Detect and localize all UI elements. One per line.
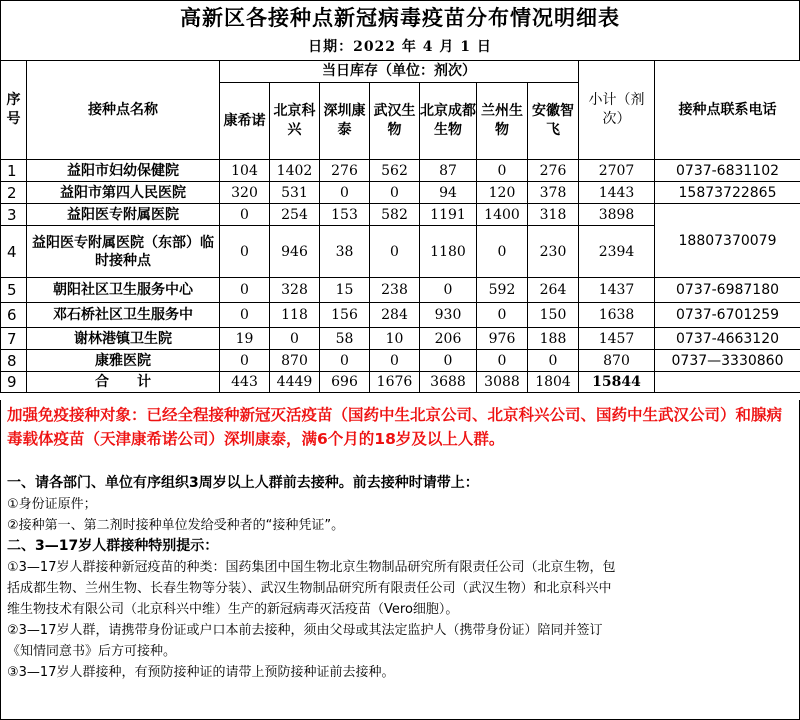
stock-value: 87 — [420, 160, 477, 182]
stock-value: 318 — [528, 204, 579, 226]
total-value: 443 — [220, 372, 270, 393]
header-vaccine: 康希诺 — [220, 83, 270, 160]
stock-value: 328 — [270, 278, 320, 303]
notice-section — [0, 400, 800, 720]
section-2-line: 括成都生物、兰州生物、长春生物等分装）、武汉生物制品研究所有限责任公司（武汉生物）和北京科兴中 — [7, 581, 612, 596]
site-name: 益阳医专附属医院 — [27, 204, 220, 226]
total-row — [1, 372, 800, 393]
stock-value: 19 — [220, 328, 270, 350]
stock-value: 930 — [420, 303, 477, 328]
stock-value: 1402 — [270, 160, 320, 182]
total-value: 3688 — [420, 372, 477, 393]
page-title: 高新区各接种点新冠病毒疫苗分布情况明细表 — [0, 0, 800, 34]
table-row — [1, 182, 800, 204]
section-2-line: ③3—17岁人群接种，有预防接种证的请带上预防接种证前去接种。 — [7, 665, 395, 680]
section-2-line: ①3—17岁人群接种新冠疫苗的种类：国药集团中国生物北京生物制品研究所有限责任公司（北京生物，包 — [7, 560, 616, 575]
table-row — [1, 204, 800, 226]
site-name: 益阳医专附属医院（东部）临时接种点 — [27, 226, 220, 278]
section-2-heading: 二、3—17岁人群接种特别提示： — [7, 538, 219, 554]
row-index: 7 — [1, 328, 27, 350]
stock-value: 230 — [528, 226, 579, 278]
stock-value: 0 — [320, 182, 370, 204]
stock-value: 104 — [220, 160, 270, 182]
stock-value: 276 — [320, 160, 370, 182]
site-name: 邓石桥社区卫生服务中 — [27, 303, 220, 328]
total-value: 4449 — [270, 372, 320, 393]
stock-value: 0 — [370, 350, 420, 372]
stock-value: 150 — [528, 303, 579, 328]
stock-value: 0 — [477, 350, 528, 372]
total-value: 1804 — [528, 372, 579, 393]
stock-value: 118 — [270, 303, 320, 328]
total-label: 合 计 — [27, 372, 220, 393]
stock-value: 10 — [370, 328, 420, 350]
table-row — [1, 160, 800, 182]
stock-value: 254 — [270, 204, 320, 226]
stock-value: 0 — [220, 350, 270, 372]
stock-value: 1400 — [477, 204, 528, 226]
phone-number: 0737—3330860 — [655, 350, 800, 372]
phone-number: 0737-4663120 — [655, 328, 800, 350]
stock-value: 0 — [477, 226, 528, 278]
stock-value: 0 — [220, 204, 270, 226]
stock-value: 0 — [420, 350, 477, 372]
stock-value: 264 — [528, 278, 579, 303]
header-index: 序号 — [1, 61, 27, 160]
site-name: 朝阳社区卫生服务中心 — [27, 278, 220, 303]
stock-value: 284 — [370, 303, 420, 328]
row-subtotal: 1437 — [579, 278, 655, 303]
stock-value: 870 — [270, 350, 320, 372]
header-vaccine: 兰州生物 — [477, 83, 528, 160]
section-2-line: 《知情同意书》后方可接种。 — [7, 644, 177, 659]
site-name: 益阳市妇幼保健院 — [27, 160, 220, 182]
header-vaccine: 安徽智飞 — [528, 83, 579, 160]
section-1-heading: 一、请各部门、单位有序组织3周岁以上人群前去接种。前去接种时请带上： — [7, 475, 479, 491]
stock-value: 188 — [528, 328, 579, 350]
stock-value: 206 — [420, 328, 477, 350]
row-subtotal: 2394 — [579, 226, 655, 278]
row-subtotal: 1443 — [579, 182, 655, 204]
section-1-item: ①身份证原件； — [7, 497, 97, 512]
row-subtotal: 3898 — [579, 204, 655, 226]
stock-value: 531 — [270, 182, 320, 204]
row-index: 8 — [1, 350, 27, 372]
stock-value: 0 — [370, 226, 420, 278]
phone-number: 0737-6987180 — [655, 278, 800, 303]
stock-value: 1191 — [420, 204, 477, 226]
stock-value: 0 — [528, 350, 579, 372]
section-2-line: ②3—17岁人群，请携带身份证或户口本前去接种，须由父母或其法定监护人（携带身份证）陪同并签订 — [7, 623, 603, 638]
stock-value: 378 — [528, 182, 579, 204]
stock-value: 0 — [320, 350, 370, 372]
report-date: 日期：2022 年 4 月 1 日 — [0, 34, 800, 60]
stock-value: 592 — [477, 278, 528, 303]
header-vaccine: 深圳康泰 — [320, 83, 370, 160]
vaccine-stock-table — [0, 60, 800, 393]
site-name: 康雅医院 — [27, 350, 220, 372]
header-subtotal: 小计（剂次） — [579, 61, 655, 160]
stock-value: 562 — [370, 160, 420, 182]
stock-value: 38 — [320, 226, 370, 278]
stock-value: 0 — [477, 303, 528, 328]
row-subtotal: 1638 — [579, 303, 655, 328]
stock-value: 15 — [320, 278, 370, 303]
row-index: 6 — [1, 303, 27, 328]
stock-value: 0 — [270, 328, 320, 350]
stock-value: 276 — [528, 160, 579, 182]
row-index: 1 — [1, 160, 27, 182]
header-phone: 接种点联系电话 — [655, 61, 800, 160]
table-row — [1, 278, 800, 303]
row-index: 4 — [1, 226, 27, 278]
table-row — [1, 303, 800, 328]
table-row — [1, 350, 800, 372]
stock-value: 0 — [477, 160, 528, 182]
stock-value: 946 — [270, 226, 320, 278]
row-subtotal: 1457 — [579, 328, 655, 350]
stock-value: 0 — [220, 278, 270, 303]
row-index: 2 — [1, 182, 27, 204]
stock-value: 94 — [420, 182, 477, 204]
stock-value: 0 — [370, 182, 420, 204]
phone-number: 18807370079 — [655, 204, 800, 278]
row-subtotal: 870 — [579, 350, 655, 372]
stock-value: 0 — [420, 278, 477, 303]
stock-value: 0 — [220, 303, 270, 328]
row-index: 3 — [1, 204, 27, 226]
empty-cell — [655, 372, 800, 393]
total-value: 1676 — [370, 372, 420, 393]
header-vaccine: 北京科兴 — [270, 83, 320, 160]
total-value: 696 — [320, 372, 370, 393]
stock-value: 120 — [477, 182, 528, 204]
header-stock-group: 当日库存（单位：剂次） — [220, 61, 579, 83]
table-row — [1, 328, 800, 350]
grand-total: 15844 — [579, 372, 655, 393]
header-site-name: 接种点名称 — [27, 61, 220, 160]
phone-number: 15873722865 — [655, 182, 800, 204]
stock-value: 153 — [320, 204, 370, 226]
section-2-line: 维生物技术有限公司（北京科兴中维）生产的新冠病毒灭活疫苗（Vero细胞）。 — [7, 602, 459, 617]
header-vaccine: 武汉生物 — [370, 83, 420, 160]
stock-value: 156 — [320, 303, 370, 328]
stock-value: 320 — [220, 182, 270, 204]
phone-number: 0737-6701259 — [655, 303, 800, 328]
phone-number: 0737-6831102 — [655, 160, 800, 182]
header-vaccine: 北京成都生物 — [420, 83, 477, 160]
stock-value: 0 — [220, 226, 270, 278]
booster-notice: 加强免疫接种对象：已经全程接种新冠灭活疫苗（国药中生北京公司、北京科兴公司、国药中生武汉公司）和腺病毒载体疫苗（天津康希诺公司）深圳康泰，满6个月的18岁及以上人群。 — [7, 406, 783, 448]
stock-value: 58 — [320, 328, 370, 350]
site-name: 益阳市第四人民医院 — [27, 182, 220, 204]
site-name: 谢林港镇卫生院 — [27, 328, 220, 350]
total-value: 3088 — [477, 372, 528, 393]
row-index: 5 — [1, 278, 27, 303]
stock-value: 582 — [370, 204, 420, 226]
row-index: 9 — [1, 372, 27, 393]
section-1-item: ②接种第一、第二剂时接种单位发给受种者的“接种凭证”。 — [7, 518, 345, 533]
stock-value: 1180 — [420, 226, 477, 278]
stock-value: 238 — [370, 278, 420, 303]
row-subtotal: 2707 — [579, 160, 655, 182]
stock-value: 976 — [477, 328, 528, 350]
